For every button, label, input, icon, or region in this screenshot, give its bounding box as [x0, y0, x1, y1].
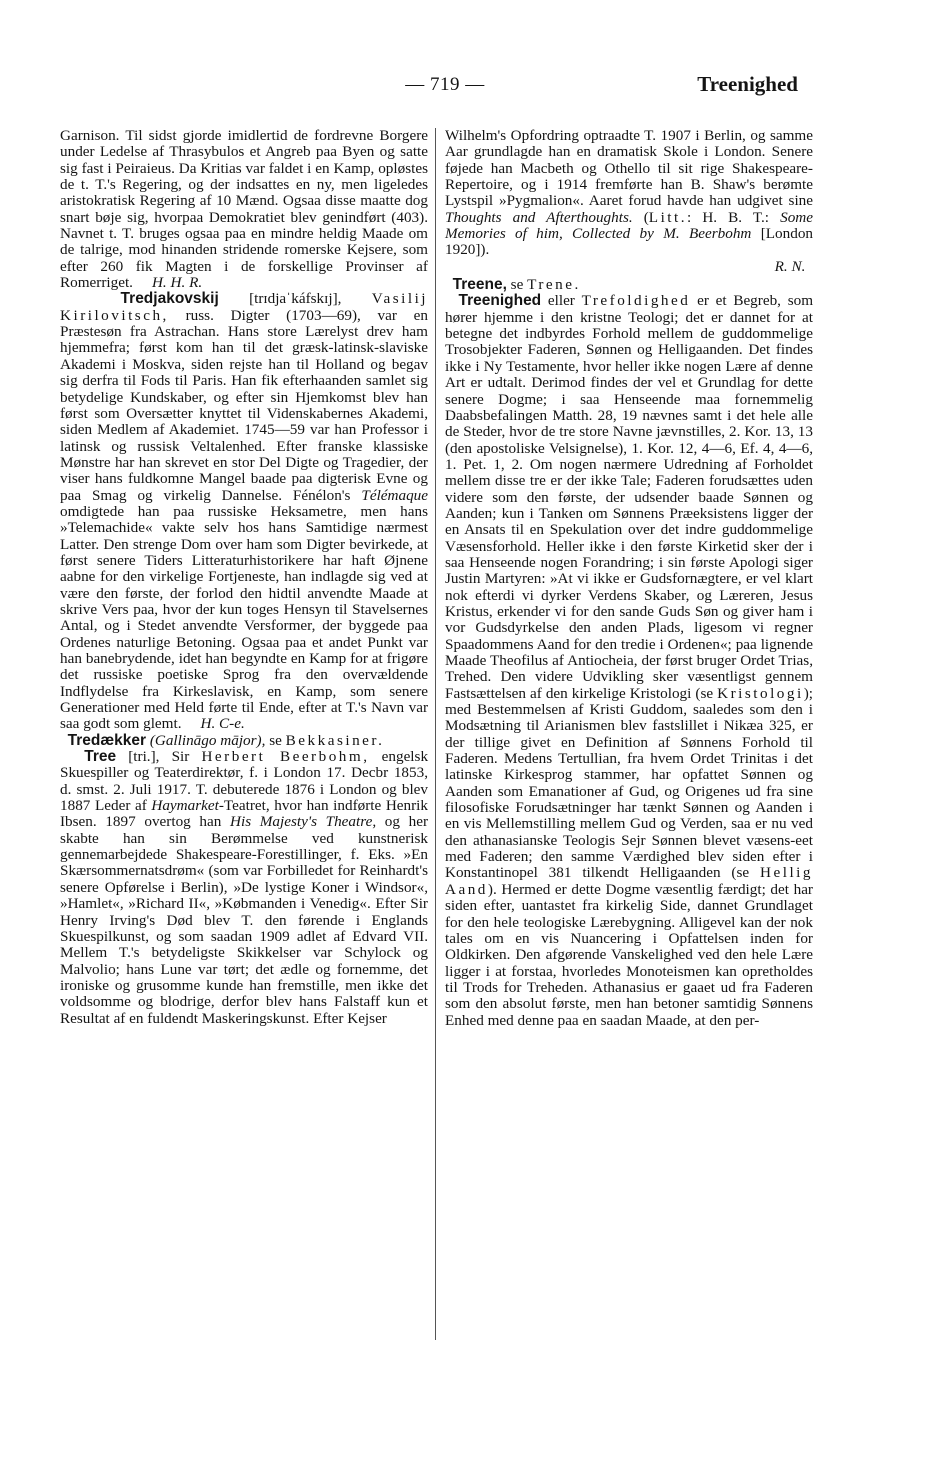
entry-body: ); med Bestemmelsen af Kristi Guddom, saaledes som den i Modsætning til Arianismen blev fastslillet i Nikæa 325, er der tillige givet en Definition af Sønnens Forhold til Faderen. Medens Tertullian, fra hvem Ordet Trinitas i det latinske Kirkesprog stammer, har opfattet Sønnen og Aanden som Emanationer af Gud, og Origenes ud fra sine filosofiske Forudsætninger har tænkt Sønnen og Aanden i en vis Mellemstilling mellem Gud og Verden, saa er nu ved den athanasianske Teologis Sejr Sønnen blevet væsens-eet med Faderen; den samme Værdighed blev siden efter i Konstantinopel 381 tilkendt Helligaanden (se [445, 684, 813, 882]
see-label: se [269, 731, 282, 749]
theatre-name: His Majesty's Theatre, [230, 813, 377, 831]
signature: H. H. R. [151, 274, 203, 292]
theatre-name: Haymarket [151, 797, 219, 815]
continued-entry [60, 128, 428, 291]
work-title: Télémaque [361, 486, 429, 504]
title-sir: Sir [171, 748, 190, 766]
entry-tredaekker [60, 733, 428, 749]
work-title: Some Memories of him, Collected by M. Beerbohm [445, 208, 813, 243]
page-number: — 719 — [405, 74, 485, 95]
entry-body: engelsk Skuespiller og Teaterdirektør, f. i London 17. Decbr 1853, d. smst. 2. Juli 1917. T. debuterede 1876 i London og blev 1887 Leder af [60, 748, 429, 815]
continued-text: Garnison. Til sidst gjorde imidlertid de fordrevne Borgere under Ledelse af Thrasybulos et Angreb paa Byen og satte sig fast i Peiraieus. Da Kritias var faldet i en Kamp, opløstes de t. T.'s Regering, og der indsattes en ny, men ligeledes aristokratisk Regering af 10 Mænd. Ogsaa disse maatte dog snart bøje sig, hvorpaa Demokratiet blev genindført (403). Navnet t. T. bruges ogsaa paa en mindre heldig Maade om de talrige, mod hinanden stridende romerske Kejsere, som efter 260 fik Magten i de forskellige Provinser af Romerriget. [60, 127, 428, 292]
entry-body: omdigtede han paa russiske Heksametre, men hans »Telemachide« vakte selv hos hans Samtidige nærmest Latter. Den strenge Dom over ham som Digter bevirkede, at først senere Tiders Litteraturhistorikere har haft Øjnene aabne for den virkelige Fortjeneste, han indlagde sig ved at være den første, der forlod den hidtil anvendte Maade at skrive Vers paa, hvor der kun toges Hensyn til Stavelsernes Antal, og i Stedet anvendte Versformer, der byggede paa Ordenes naturlige Betoning. Ogsaa paa et andet Punkt var han banebrydende, idet han begyndte en Kamp for at frigøre det russiske poetiske Sprog fra den overvældende Indflydelse fra Kirkeslavisk, en Kamp, som senere Generationer med Held førte til Ende, efter at T.'s Navn var saa godt som glemt. [60, 502, 428, 733]
person-name: Herbert Beerbohm, [201, 748, 370, 766]
signature: R. N. [774, 257, 806, 275]
entry-body: [London 1920]). [445, 225, 814, 259]
headword: Treene, [452, 276, 507, 294]
headword: Tree [84, 748, 117, 766]
column-divider [435, 128, 436, 1340]
work-title: Thoughts and Afterthoughts. [445, 208, 633, 226]
pronunciation: [tri.], [128, 748, 160, 766]
headword: Tredjakovskij [120, 290, 219, 308]
entry-tree [60, 749, 428, 1027]
entry-body: og her skabte han sin Berømmelse ved kunstnerisk gennemarbejdede Shakespeare-Forestillinger, f. Eks. »En Skærsommernatsdrøm« (som var Forbilledet for Reinhardt's senere Opførelse i Berlin), »De lystige Koner i Windsor«, »Hamlet«, »Richard II«, »Købmanden i Venedig«. Efter Sir Henry Irving's Død blev T. den førende i Englands Skuespilkunst, og som saadan 1909 adlet af Edvard VII. Mellem T.'s betydeligste Skikkelser var Schylock og Malvolio; hans Lune var tørt; det ædle og fornemme, det ironiske og grusomme kunde han fremstille, men ikke det voldsomme og blodrige, derfor blev hans Falstaff kun et Resultat af en fuldendt Maskeringskunst. Efter Kejser [60, 813, 429, 1027]
entry-treenighed [445, 293, 813, 1028]
alternate-name: Trefoldighed [581, 292, 691, 310]
literature-ref: : H. B. T.: [687, 208, 770, 226]
running-head: Treenighed [697, 72, 798, 96]
page-header [60, 74, 798, 100]
cross-reference: Kristologi [717, 684, 804, 702]
signature: H. C-e. [200, 715, 245, 733]
or-label: eller [547, 292, 575, 310]
pronunciation: [trɪdjaˈkáfskɪj], [249, 290, 342, 308]
paren-open: ( [643, 208, 649, 226]
person-name: Vasilij Kirilovitsch, [60, 290, 429, 324]
cross-reference: Hellig Aand [445, 864, 813, 898]
headword: Tredækker [67, 731, 147, 749]
see-label: se [510, 276, 524, 294]
entry-body: Wilhelm's Opfordring optraadte T. 1907 i Berlin, og samme Aar grundlagde han en dramatisk Skole i London. Senere føjede han Macbeth og Othello til sit rige Shakespeare-Repertoire, og i 1914 fremførte han B. Shaw's berømte Lystspil »Pygmalion«. Aaret forud havde han udgivet sine [445, 127, 813, 210]
cross-reference: Bekkasiner. [285, 731, 385, 749]
entry-body: ). Hermed er dette Dogme væsentlig færdigt; det har siden efter, uantastet fra kirkelig Side, dannet Grundlaget for den hele teologiske Lærebygning. Alligevel kan der nok tales om en vis Nuancering i Opfattelsen inden for Oldkirken. Den afgørende Vanskelighed ved den hele Lære ligger i at forstaa, hvorledes Monoteismen kan opretholdes til Trods for Treheden. Athanasius er gaaet ud fra Faderen som den absolut første, men han betoner samtidig Sønnens Enhed med denne paa en saadan Maade, at den per- [445, 880, 813, 1029]
headword: Treenighed [458, 292, 542, 310]
entry-body: -Teatret, hvor han indførte Henrik Ibsen. 1897 overtog han [60, 797, 428, 831]
literature-label: Litt. [648, 208, 688, 226]
continued-entry [445, 128, 813, 259]
signature-line [445, 259, 813, 275]
entry-body: er et Begreb, som hører hjemme i den kristne Teologi; det er dannet for at betegne det indbyrdes Forhold mellem de guddommelige Trosobjekter Faderen, Sønnen og Helligaanden. Det findes ikke i Ny Testamente, hvor heller ikke nogen Lære af denne Art er udtalt. Derimod findes der vel et Grundlag for dette senere Dogme; i saa Henseende maa fornemmelig Daabsbefalingen Matth. 28, 19 nævnes samt i det hele alle de Steder, hvor de tre store Navne jævnstilles, 2. Kor. 13, 13 (den apostoliske Velsignelse), 1. Kor. 12, 4—6, Ef. 4, 4—6, 1. Pet. 1, 2. Om nogen nærmere Udredning af Forholdet mellem disse tre er der ikke Tale; Faderen forudsættes uden videre som den første, der udsender baade Sønnen og Aanden; kun i Tanken om Sønnens Præeksistens ligger der en Ansats til en Spekulation over det indre guddommelige Væsensforhold. Heller ikke i den første Kirketid sker der i saa Henseende nogen Forandring; i sin første Apologi siger Justin Martyren: »At vi ikke er Gudsfornægtere, er vel klart nok efterdi vi dyrker Verdens Skaber, og Læreren, Jesus Kristus, erkender vi for den sande Guds Søn og giver ham i vor Gudsdyrkelse den anden Plads, ligesom vi regner Spaadommens Aand for den tredie i Ordenen«; paa lignende Maade Theofilus af Antiocheia, der først bruger Ordet Trias, Trehed. Den videre Udvikling sker væsentligst gennem Fastsættelsen af den kirkelige Kristologi (se [445, 292, 814, 702]
entry-treene [445, 277, 813, 293]
right-column [445, 128, 813, 1029]
entry-tredjakovskij [60, 291, 428, 732]
left-column [60, 128, 428, 1027]
entry-body: russ. Digter (1703—69), var en Præstesøn fra Astrachan. Hans store Lærelyst drev ham hjemmefra; først kom han til det græsk-latinsk-slaviske Akademi i Moskva, siden rejste han til Holland og begav sig derfra til Fods til Paris. Han fik efterhaanden samlet sig betydelige Kundskaber, og efter sin Hjemkomst blev han først som Oversætter knyttet til Videnskabernes Akademi, siden Medlem af Akademiet. 1745—59 var han Professor i latinsk og russisk Veltalenhed. Efter franske klassiske Mønstre har han skrevet en stor Del Digte og Tragedier, der viser hans fuldkomne Mangel baade paa digterisk Evne og paa Smag og virkelig Dannelse. Fénélon's [60, 306, 428, 504]
latin-name: (Gallināgo mājor), [149, 731, 266, 749]
cross-reference: Trene. [527, 276, 581, 294]
